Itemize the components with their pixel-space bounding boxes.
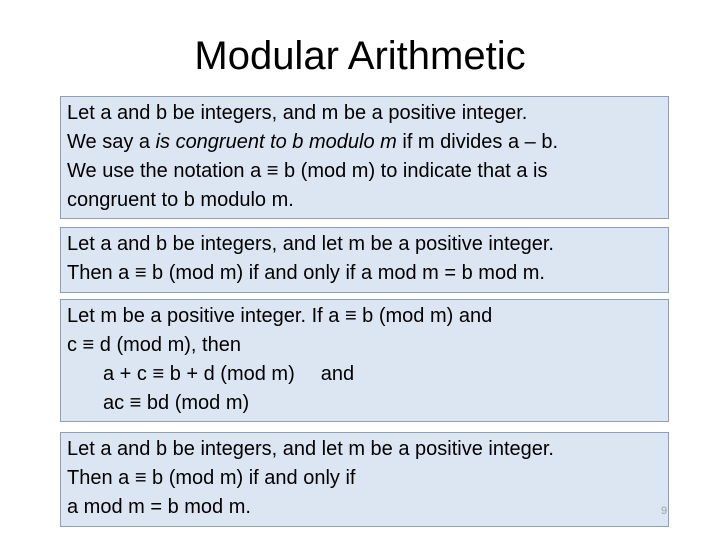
theorem-3-line-1: Let a and b be integers, and let m be a positive integer. [67,438,554,460]
sum-congruence: a + c ≡ b + d (mod m) [103,363,295,385]
definition-line-2-end: if m divides a – b. [396,131,558,153]
congruent-term: is congruent to b modulo m [155,131,397,153]
product-congruence: ac ≡ bd (mod m) [103,392,250,414]
theorem-box-2 [60,299,669,422]
page-number: 9 [661,505,668,517]
theorem-1-line-2: Then a ≡ b (mod m) if and only if a mod m = b mod m. [67,262,545,284]
definition-line-2 [67,128,668,157]
theorem-2-line-2: c ≡ d (mod m), then [67,334,241,356]
theorem-2-line-3 [67,360,668,389]
theorem-box-1 [60,227,669,293]
definition-box [60,96,669,219]
theorem-3-line-2: Then a ≡ b (mod m) if and only if [67,467,356,489]
definition-line-2-start: We say a [67,131,156,153]
and-connector: and [320,363,355,385]
theorem-2-line-1: Let m be a positive integer. If a ≡ b (mod m) and [67,305,493,327]
theorem-box-3 [60,432,669,527]
definition-line-4: congruent to b modulo m. [67,189,294,211]
theorem-1-line-1: Let a and b be integers, and let m be a positive integer. [67,233,554,255]
definition-line-3: We use the notation a ≡ b (mod m) to indicate that a is [67,160,548,182]
theorem-3-line-3: a mod m = b mod m. [67,496,251,518]
definition-line-1: Let a and b be integers, and m be a positive integer. [67,102,528,124]
slide-title: Modular Arithmetic [194,34,526,78]
